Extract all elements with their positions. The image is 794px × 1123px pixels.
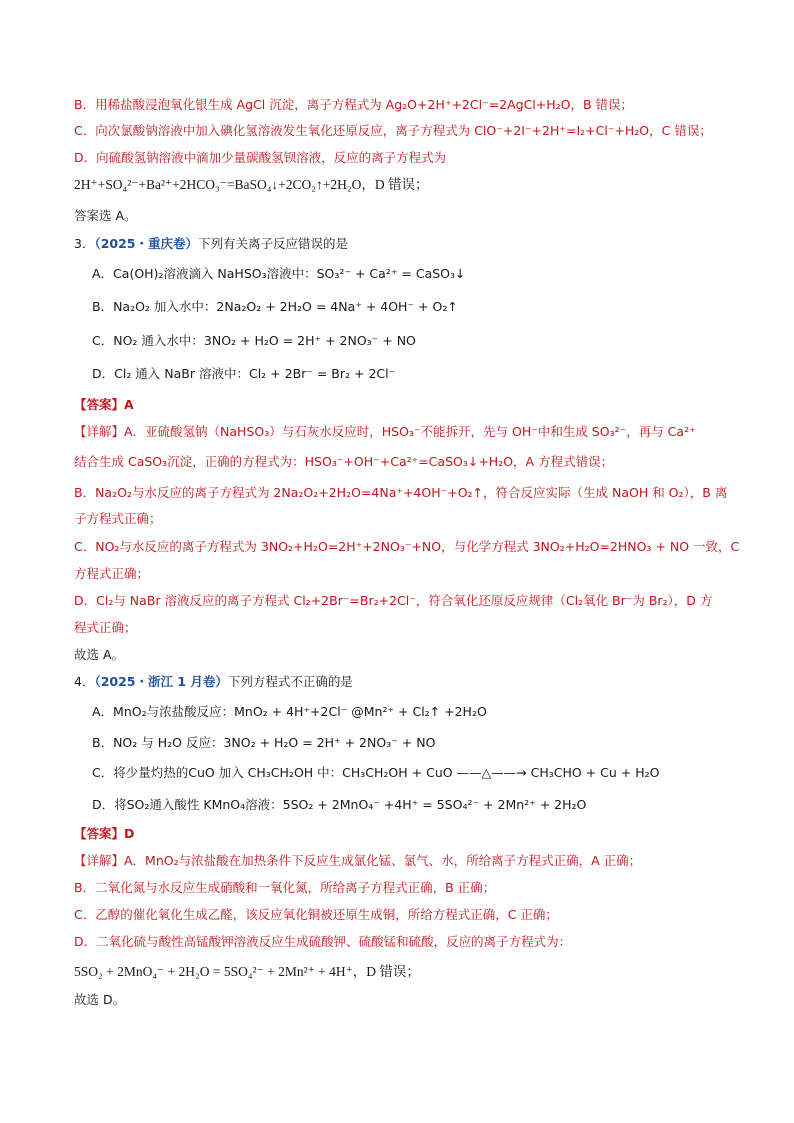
question-3-option-c: C．NO₂ 通入水中：3NO₂ + H₂O = 2H⁺ + 2NO₃⁻ + NO xyxy=(92,333,416,348)
question-3-option-b: B．Na₂O₂ 加入水中：2Na₂O₂ + 2H₂O = 4Na⁺ + 4OH⁻ + O₂↑ xyxy=(92,299,458,314)
question-3-stem: 下列有关离子反应错误的是 xyxy=(198,236,349,251)
question-3-conclusion: 故选 A。 xyxy=(74,647,125,662)
question-4-heading xyxy=(74,673,353,691)
question-4-detail-line: B．二氧化氮与水反应生成硝酸和一氧化氮，所给离子方程式正确，B 正确； xyxy=(74,880,496,895)
question-4-number: 4． xyxy=(74,674,95,689)
question-3-detail-line: C．NO₂与水反应的离子方程式为 3NO₂+H₂O=2H⁺+2NO₃⁻+NO，与化学方程式 3NO₂+H₂O=2HNO₃ + NO 一致，C xyxy=(74,539,740,554)
question-3-detail-line: 方程式正确； xyxy=(74,566,150,581)
prev-option-b-explanation: B．用稀盐酸浸泡氧化银生成 AgCl 沉淀，离子方程式为 Ag₂O+2H⁺+2Cl⁻=2AgCl+H₂O，B 错误； xyxy=(74,97,634,112)
question-3-heading xyxy=(74,235,348,253)
question-4-detail-line: 【详解】A．MnO₂与浓盐酸在加热条件下反应生成氯化锰、氯气、水，所给离子方程式正确，A 正确； xyxy=(74,853,642,868)
question-4-answer: 【答案】D xyxy=(74,826,135,841)
question-4-source: （2025・浙江 1 月卷） xyxy=(94,674,228,689)
question-4-option-a: A．MnO₂与浓盐酸反应：MnO₂ + 4H⁺+2Cl⁻ @Mn²⁺ + Cl₂↑ +2H₂O xyxy=(92,704,487,719)
question-3-detail-line: 【详解】A．亚硫酸氢钠（NaHSO₃）与石灰水反应时，HSO₃⁻不能拆开，先与 OH⁻中和生成 SO₃²⁻，再与 Ca²⁺ xyxy=(74,424,696,439)
question-3-detail-line: 程式正确； xyxy=(74,620,137,635)
question-4-option-b: B．NO₂ 与 H₂O 反应：3NO₂ + H₂O = 2H⁺ + 2NO₃⁻ + NO xyxy=(92,735,436,750)
question-3-detail-line: 结合生成 CaSO₃沉淀，正确的方程式为：HSO₃⁻+OH⁻+Ca²⁺=CaSO₃↓+H₂O，A 方程式错误； xyxy=(74,454,614,469)
question-4-option-d: D．将SO₂通入酸性 KMnO₄溶液：5SO₂ + 2MnO₄⁻ +4H⁺ = 5SO₄²⁻ + 2Mn²⁺ + 2H₂O xyxy=(92,797,587,812)
question-3-answer: 【答案】A xyxy=(74,397,134,412)
prev-option-c-explanation: C．向次氯酸钠溶液中加入碘化氢溶液发生氧化还原反应，离子方程式为 ClO⁻+2I⁻+2H⁺=I₂+Cl⁻+H₂O，C 错误； xyxy=(74,123,712,138)
question-4-detail-line: D．二氧化硫与酸性高锰酸钾溶液反应生成硫酸钾、硫酸锰和硫酸，反应的离子方程式为： xyxy=(74,934,572,949)
question-4-detail-equation: 5SO₂ + 2MnO₄⁻ + 2H₂O = 5SO₄²⁻ + 2Mn²⁺ + 4H⁺，D 错误； xyxy=(74,964,420,979)
question-4-detail-line: C．乙醇的催化氧化生成乙醛，该反应氧化铜被还原生成铜，所给方程式正确，C 正确； xyxy=(74,907,558,922)
prev-option-d-explanation: D．向硫酸氢钠溶液中滴加少量碳酸氢钡溶液，反应的离子方程式为 xyxy=(74,150,447,165)
question-3-detail-line: D．Cl₂与 NaBr 溶液反应的离子方程式 Cl₂+2Br⁻=Br₂+2Cl⁻，符合氧化还原反应规律（Cl₂氧化 Br⁻为 Br₂），D 方 xyxy=(74,593,713,608)
question-4-conclusion: 故选 D。 xyxy=(74,992,126,1007)
question-3-option-d: D．Cl₂ 通入 NaBr 溶液中：Cl₂ + 2Br⁻ = Br₂ + 2Cl⁻ xyxy=(92,366,396,381)
question-4-stem: 下列方程式不正确的是 xyxy=(227,674,353,689)
prev-option-d-equation: 2H⁺+SO₄²⁻+Ba²⁺+2HCO₃⁻=BaSO₄↓+2CO₂↑+2H₂O，D 错误； xyxy=(74,177,429,192)
question-3-number: 3． xyxy=(74,236,95,251)
question-3-source: （2025・重庆卷） xyxy=(94,236,198,251)
question-3-detail-line: B．Na₂O₂与水反应的离子方程式为 2Na₂O₂+2H₂O=4Na⁺+4OH⁻+O₂↑，符合反应实际（生成 NaOH 和 O₂），B 离 xyxy=(74,485,728,500)
prev-answer-line: 答案选 A。 xyxy=(74,208,137,223)
question-3-option-a: A．Ca(OH)₂溶液滴入 NaHSO₃溶液中：SO₃²⁻ + Ca²⁺ = CaSO₃↓ xyxy=(92,266,466,281)
question-3-detail-line: 子方程式正确； xyxy=(74,511,162,526)
question-4-option-c: C．将少量灼热的CuO 加入 CH₃CH₂OH 中：CH₃CH₂OH + CuO ——△——→ CH₃CHO + Cu + H₂O xyxy=(92,765,660,780)
